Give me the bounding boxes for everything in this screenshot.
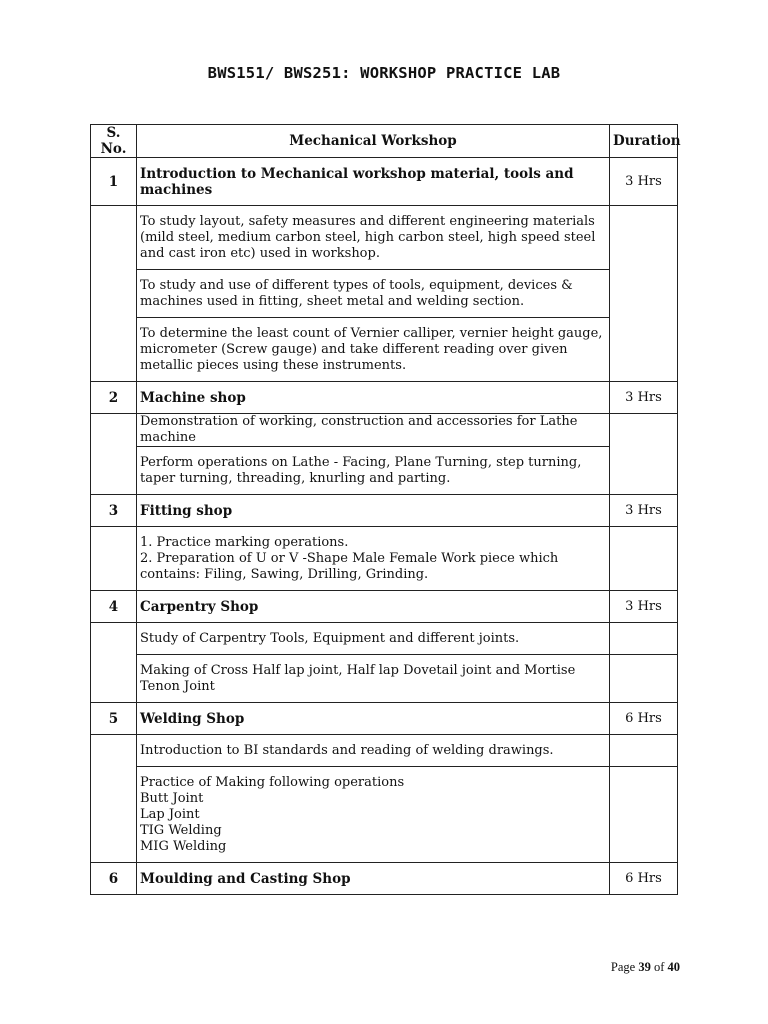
section-number: 5 xyxy=(91,703,137,735)
topic-cell: To study and use of different types of tools, equipment, devices & machines used in fitting, sheet metal and welding section. xyxy=(137,270,610,318)
topic-cell: Introduction to BI standards and reading of welding drawings. xyxy=(137,735,610,767)
section-duration: 6 Hrs xyxy=(610,703,678,735)
section-title: Fitting shop xyxy=(137,495,610,527)
page-total: 40 xyxy=(667,960,680,974)
section-title: Welding Shop xyxy=(137,703,610,735)
topic-cell: To study layout, safety measures and different engineering materials (mild steel, medium carbon steel, high carbon steel, high speed steel and cast iron etc) used in workshop. xyxy=(137,206,610,270)
section-number: 4 xyxy=(91,591,137,623)
section-title: Machine shop xyxy=(137,382,610,414)
section-number: 3 xyxy=(91,495,137,527)
topic-cell: Practice of Making following operations Butt Joint Lap Joint TIG Welding MIG Welding xyxy=(137,767,610,863)
page-current: 39 xyxy=(638,960,651,974)
section-title: Carpentry Shop xyxy=(137,591,610,623)
topic-cell: 1. Practice marking operations. 2. Preparation of U or V -Shape Male Female Work piece which contains: Filing, Sawing, Drilling, Grinding. xyxy=(137,527,610,591)
section-row xyxy=(91,158,678,206)
section-row xyxy=(91,382,678,414)
section-number: 6 xyxy=(91,863,137,895)
empty-cell xyxy=(610,655,678,703)
empty-cell xyxy=(91,735,137,863)
section-number: 2 xyxy=(91,382,137,414)
section-row xyxy=(91,703,678,735)
table-row xyxy=(91,527,678,591)
topic-cell: Making of Cross Half lap joint, Half lap Dovetail joint and Mortise Tenon Joint xyxy=(137,655,610,703)
table-row xyxy=(91,318,678,382)
table-row xyxy=(91,655,678,703)
table-row xyxy=(91,414,678,447)
topic-cell: Study of Carpentry Tools, Equipment and different joints. xyxy=(137,623,610,655)
section-duration: 3 Hrs xyxy=(610,382,678,414)
section-title: Moulding and Casting Shop xyxy=(137,863,610,895)
syllabus-table xyxy=(90,124,681,895)
header-subject: Mechanical Workshop xyxy=(137,125,610,158)
section-title: Introduction to Mechanical workshop material, tools and machines xyxy=(137,158,610,206)
section-row xyxy=(91,591,678,623)
section-duration: 6 Hrs xyxy=(610,863,678,895)
table-row xyxy=(91,735,678,767)
empty-cell xyxy=(91,623,137,703)
table-row xyxy=(91,623,678,655)
table-row xyxy=(91,206,678,270)
of-label: of xyxy=(653,960,665,974)
document-title: BWS151/ BWS251: WORKSHOP PRACTICE LAB xyxy=(207,64,561,82)
section-duration: 3 Hrs xyxy=(610,158,678,206)
table-row xyxy=(91,270,678,318)
page-footer xyxy=(611,960,680,975)
empty-cell xyxy=(610,767,678,863)
empty-cell xyxy=(610,206,678,382)
section-row xyxy=(91,863,678,895)
section-duration: 3 Hrs xyxy=(610,495,678,527)
section-number: 1 xyxy=(91,158,137,206)
empty-cell xyxy=(610,735,678,767)
table-row xyxy=(91,447,678,495)
table-row xyxy=(91,767,678,863)
topic-cell: Perform operations on Lathe - Facing, Plane Turning, step turning, taper turning, threading, knurling and parting. xyxy=(137,447,610,495)
empty-cell xyxy=(91,206,137,382)
section-duration: 3 Hrs xyxy=(610,591,678,623)
empty-cell xyxy=(91,527,137,591)
topic-cell: Demonstration of working, construction and accessories for Lathe machine xyxy=(137,414,610,447)
empty-cell xyxy=(610,527,678,591)
empty-cell xyxy=(610,414,678,495)
table-header-row xyxy=(91,125,678,158)
empty-cell xyxy=(91,414,137,495)
header-duration: Duration xyxy=(610,125,678,158)
page-label: Page xyxy=(610,960,636,974)
header-sno: S. No. xyxy=(91,125,137,158)
topic-cell: To determine the least count of Vernier calliper, vernier height gauge, micrometer (Screw gauge) and take different reading over given metallic pieces using these instruments. xyxy=(137,318,610,382)
section-row xyxy=(91,495,678,527)
empty-cell xyxy=(610,623,678,655)
